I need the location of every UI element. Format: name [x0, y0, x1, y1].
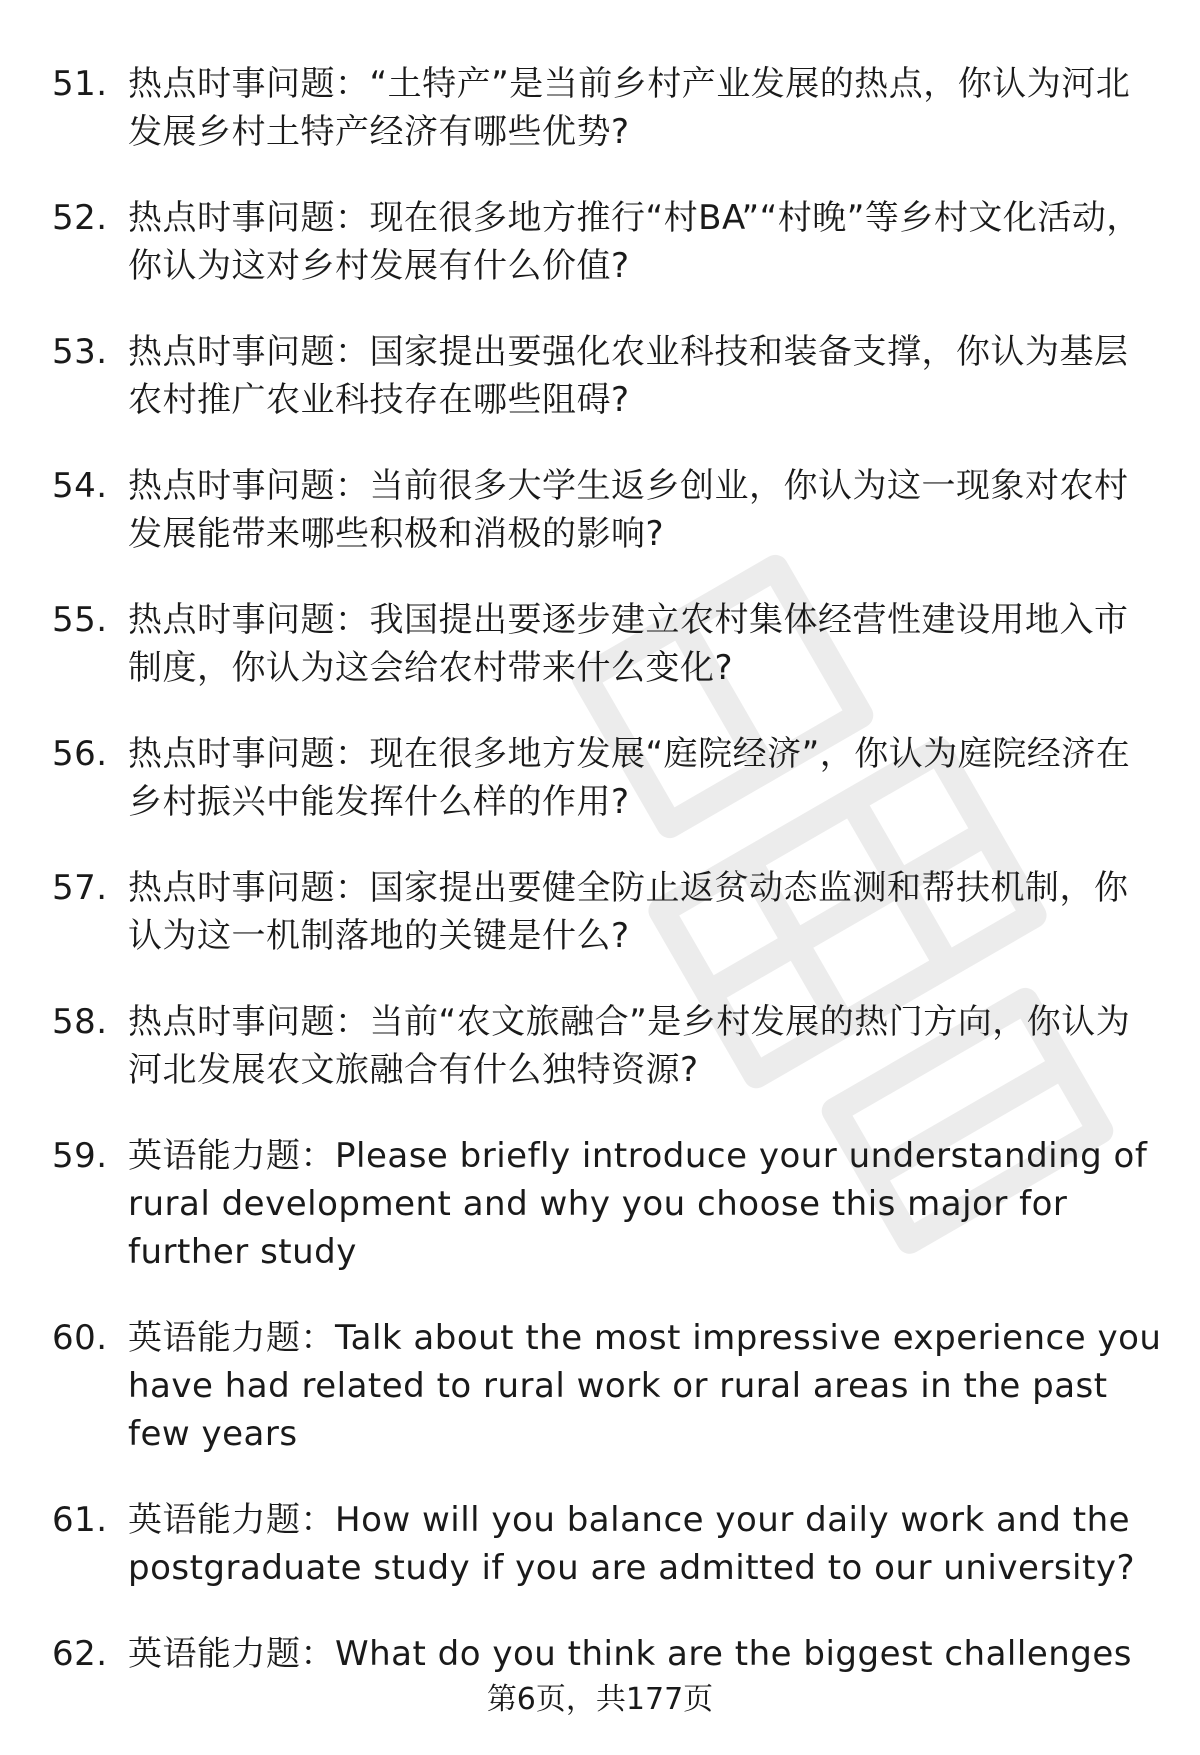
question-list	[52, 60, 1162, 1716]
question-number: 52.	[52, 198, 108, 238]
question-item	[52, 596, 1162, 692]
question-number: 60.	[52, 1318, 108, 1358]
question-number: 51.	[52, 64, 108, 104]
page-footer: 第6页，共177页	[486, 1682, 714, 1717]
question-item	[52, 864, 1162, 960]
question-item	[52, 194, 1162, 290]
question-number: 56.	[52, 734, 108, 774]
question-text: 热点时事问题：当前很多大学生返乡创业，你认为这一现象对农村发展能带来哪些积极和消极的影响?	[128, 466, 1129, 554]
question-number: 53.	[52, 332, 108, 372]
question-text: 热点时事问题：国家提出要健全防止返贫动态监测和帮扶机制，你认为这一机制落地的关键是什么?	[128, 868, 1129, 956]
question-item	[52, 328, 1162, 424]
question-text: 英语能力题：Talk about the most impressive experience you have had related to rural work or rural areas in the past few years	[128, 1318, 1162, 1454]
question-number: 62.	[52, 1634, 108, 1674]
question-text: 热点时事问题：我国提出要逐步建立农村集体经营性建设用地入市制度，你认为这会给农村带来什么变化?	[128, 600, 1129, 688]
question-number: 55.	[52, 600, 108, 640]
question-text: 热点时事问题：“土特产”是当前乡村产业发展的热点，你认为河北发展乡村土特产经济有哪些优势?	[128, 64, 1131, 152]
question-text: 热点时事问题：现在很多地方发展“庭院经济”，你认为庭院经济在乡村振兴中能发挥什么样的作用?	[128, 734, 1131, 822]
question-text: 热点时事问题：当前“农文旅融合”是乡村发展的热门方向，你认为河北发展农文旅融合有什么独特资源?	[128, 1002, 1131, 1090]
question-number: 58.	[52, 1002, 108, 1042]
question-item	[52, 1496, 1162, 1592]
question-number: 54.	[52, 466, 108, 506]
question-text: 英语能力题：What do you think are the biggest challenges	[128, 1634, 1132, 1674]
question-item	[52, 462, 1162, 558]
question-text: 热点时事问题：国家提出要强化农业科技和装备支撑，你认为基层农村推广农业科技存在哪些阻碍?	[128, 332, 1129, 420]
question-text: 英语能力题：Please briefly introduce your understanding of rural development and why you choose this major for further study	[128, 1136, 1148, 1272]
question-number: 57.	[52, 868, 108, 908]
question-item	[52, 730, 1162, 826]
question-item	[52, 1630, 1162, 1678]
question-text: 英语能力题：How will you balance your daily work and the postgraduate study if you are admitted to our university?	[128, 1500, 1135, 1588]
question-item	[52, 998, 1162, 1094]
question-item	[52, 1132, 1162, 1276]
question-number: 61.	[52, 1500, 108, 1540]
question-text: 热点时事问题：现在很多地方推行“村BA”“村晚”等乡村文化活动，你认为这对乡村发展有什么价值?	[128, 198, 1141, 286]
question-item	[52, 60, 1162, 156]
question-number: 59.	[52, 1136, 108, 1176]
question-item	[52, 1314, 1162, 1458]
